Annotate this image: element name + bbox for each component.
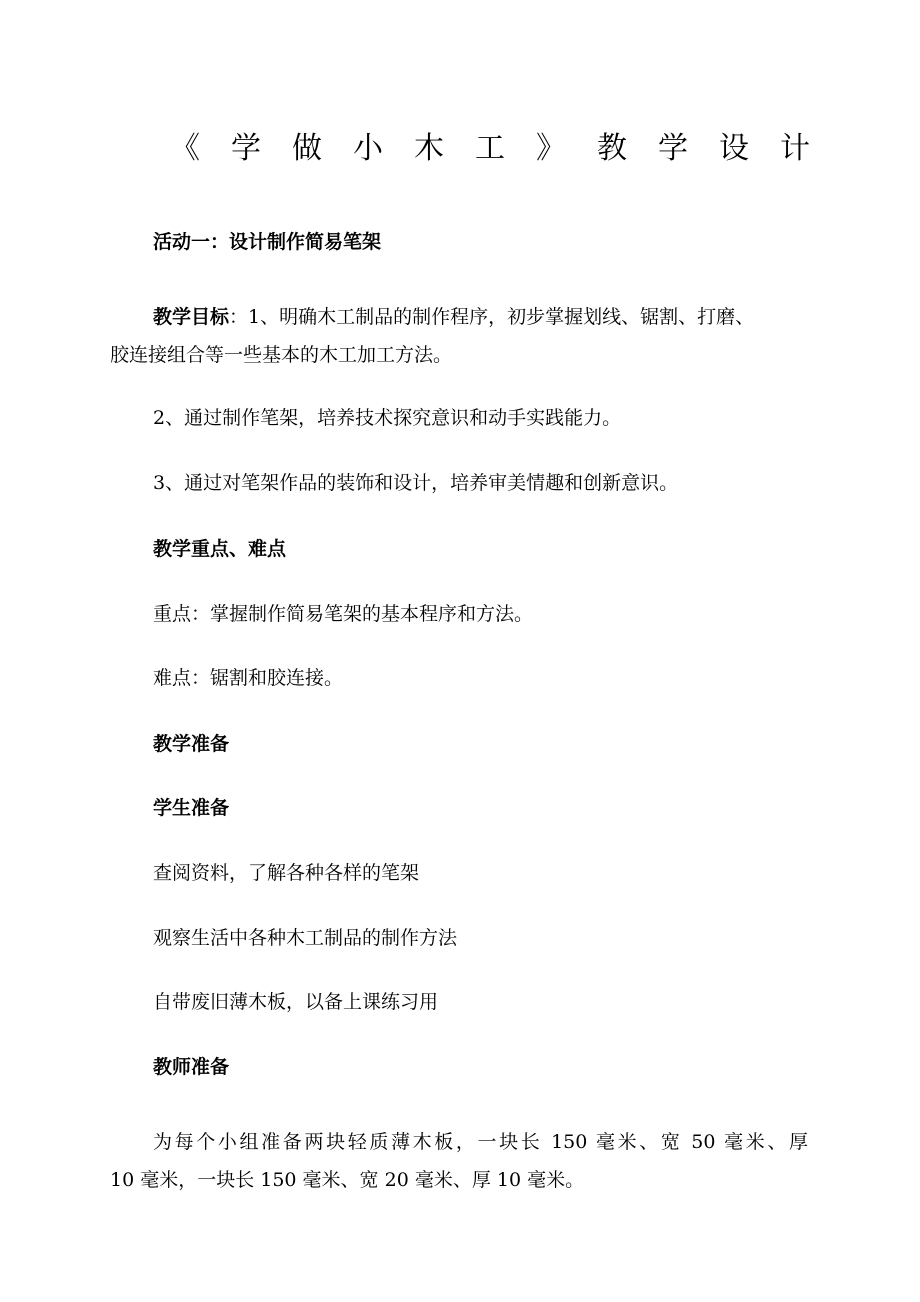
title-char: 做 xyxy=(292,131,322,166)
key-points-heading: 教学重点、难点 xyxy=(153,538,287,560)
document-title xyxy=(170,126,810,172)
focus-text: 重点：掌握制作简易笔架的基本程序和方法。 xyxy=(153,603,534,625)
teacher-preparation-heading: 教师准备 xyxy=(153,1056,230,1078)
preparation-heading: 教学准备 xyxy=(153,733,230,755)
title-char: 学 xyxy=(231,131,261,166)
student-preparation-heading: 学生准备 xyxy=(153,797,230,819)
title-char: 木 xyxy=(414,131,444,166)
title-char: 学 xyxy=(658,131,688,166)
difficulty-text: 难点：锯割和胶连接。 xyxy=(153,667,344,689)
objectives-label: 教学目标 xyxy=(153,306,230,328)
title-char: 教 xyxy=(597,131,627,166)
objectives-text-1: ：1、明确木工制品的制作程序，初步掌握划线、锯割、打磨、 xyxy=(229,306,755,328)
title-char: 《 xyxy=(170,131,200,166)
student-item: 观察生活中各种木工制品的制作方法 xyxy=(153,927,458,949)
teacher-text-1: 为每个小组准备两块轻质薄木板，一块长 150 毫米、宽 50 毫米、厚 xyxy=(153,1131,808,1153)
title-char: 计 xyxy=(780,131,810,166)
objective-item-2: 2、通过制作笔架，培养技术探究意识和动手实践能力。 xyxy=(153,407,622,429)
objectives-line-1 xyxy=(153,303,754,331)
objective-item-3: 3、通过对笔架作品的装饰和设计，培养审美情趣和创新意识。 xyxy=(153,472,679,494)
title-char: 》 xyxy=(536,131,566,166)
student-item: 查阅资料，了解各种各样的笔架 xyxy=(153,862,420,884)
title-char: 工 xyxy=(475,131,505,166)
title-char: 设 xyxy=(719,131,749,166)
objectives-line-2: 胶连接组合等一些基本的木工加工方法。 xyxy=(110,344,453,366)
teacher-text-2: 10 毫米，一块长 150 毫米、宽 20 毫米、厚 10 毫米。 xyxy=(110,1169,585,1191)
title-char: 小 xyxy=(353,131,383,166)
student-item: 自带废旧薄木板，以备上课练习用 xyxy=(153,991,439,1013)
activity-heading: 活动一：设计制作简易笔架 xyxy=(153,231,382,253)
